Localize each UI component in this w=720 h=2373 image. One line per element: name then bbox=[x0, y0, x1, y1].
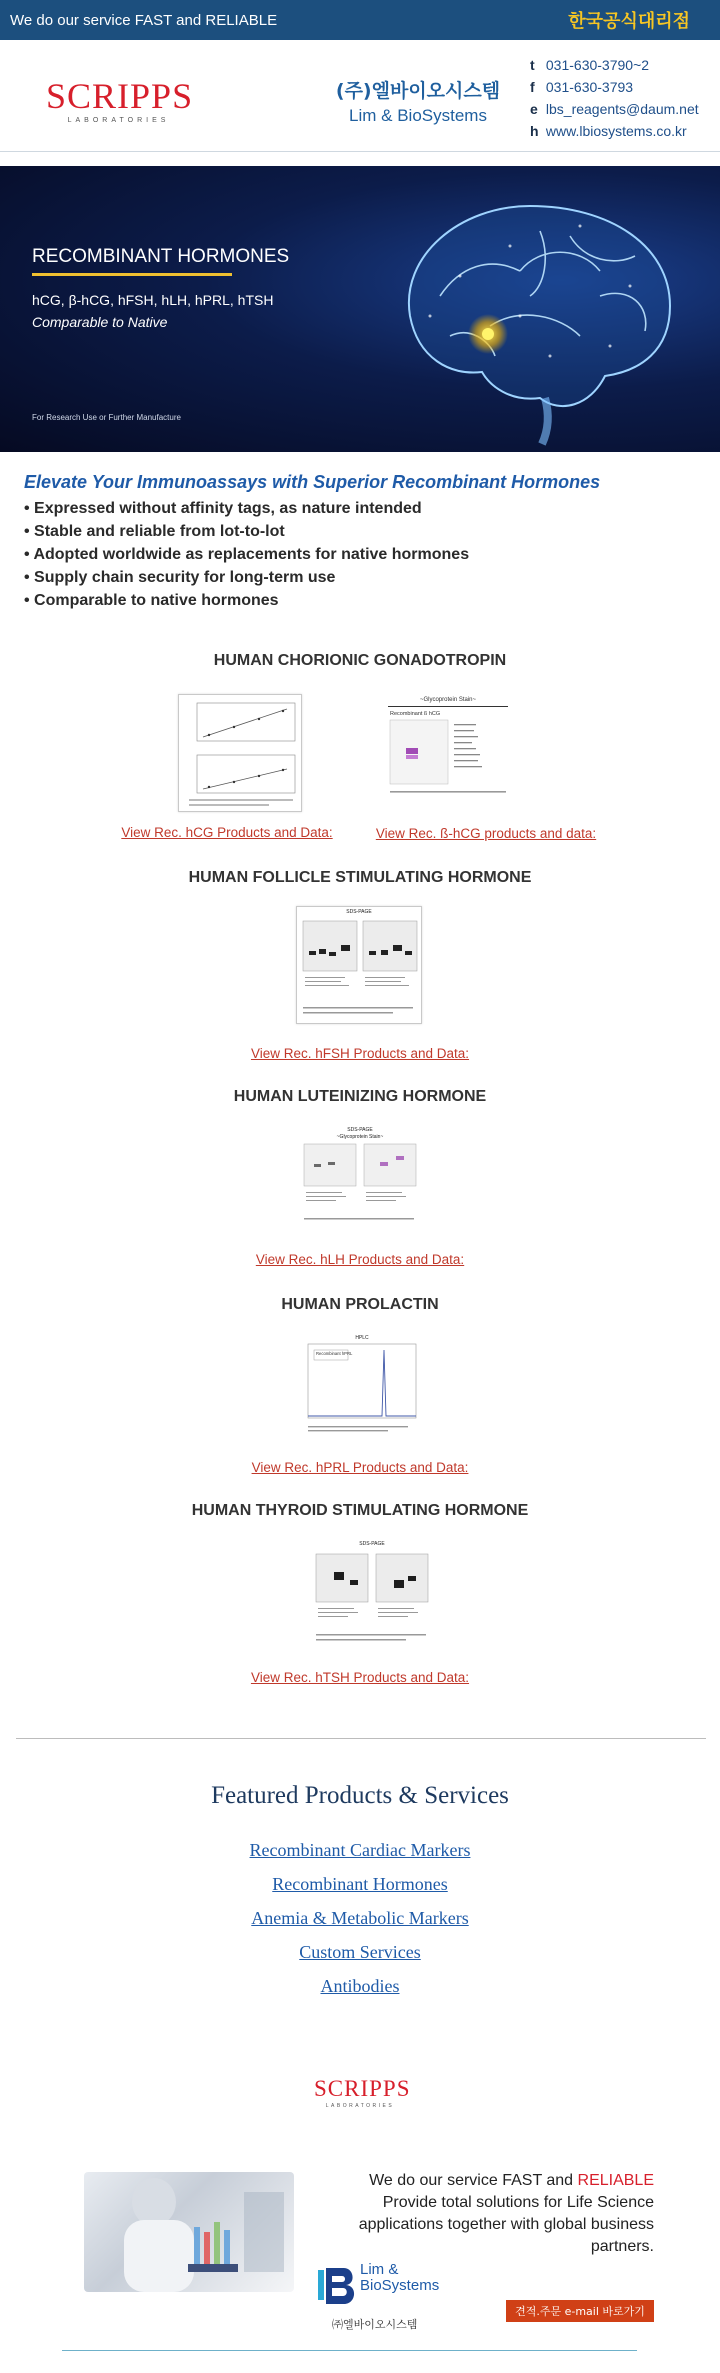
fax-number: 031-630-3793 bbox=[545, 79, 634, 95]
hcg-section-title: HUMAN CHORIONIC GONADOTROPIN bbox=[213, 652, 507, 669]
lh-sds-page-title: SDS-PAGE bbox=[347, 1127, 373, 1133]
banner-title-underline bbox=[32, 273, 232, 276]
prl-products-link[interactable]: View Rec. hPRL Products and Data: bbox=[251, 1460, 469, 1475]
brain-illustration bbox=[370, 176, 700, 446]
scripps-logo-sub: LABORATORIES bbox=[67, 117, 170, 124]
service-tagline: We do our service FAST and RELIABLE bbox=[10, 11, 278, 29]
fsh-sds-page-title: SDS-PAGE bbox=[346, 909, 372, 915]
featured-link-custom-services[interactable]: Custom Services bbox=[299, 1942, 421, 1962]
contact-email[interactable] bbox=[530, 98, 699, 120]
official-agency-label: 한국공식대리점 bbox=[568, 11, 690, 32]
contact-phone bbox=[530, 54, 699, 76]
featured-link-antibodies[interactable]: Antibodies bbox=[320, 1976, 400, 1996]
beta-hcg-data-figure[interactable] bbox=[384, 694, 512, 800]
footer-message-line2: Provide total solutions for Life Science applications together with global business partners. bbox=[358, 2194, 654, 2255]
intro-headline: Elevate Your Immunoassays with Superior Recombinant Hormones bbox=[24, 472, 601, 492]
tsh-sds-page-title: SDS-PAGE bbox=[359, 1541, 385, 1547]
fsh-gel-images bbox=[297, 907, 422, 1024]
intro-block bbox=[24, 472, 704, 612]
contact-prefix: e bbox=[530, 101, 538, 117]
company-name bbox=[318, 76, 518, 126]
footer-scripps-logo[interactable] bbox=[314, 2076, 411, 2109]
tsh-products-link[interactable]: View Rec. hTSH Products and Data: bbox=[250, 1670, 470, 1685]
feature-item: • Comparable to native hormones bbox=[24, 589, 704, 612]
recombinant-beta-hcg-label: Recombinant ß hCG bbox=[390, 711, 441, 717]
lh-gel-images bbox=[298, 1126, 422, 1230]
beta-hcg-gel bbox=[384, 694, 512, 800]
prl-legend-label: Recombinant hPRL bbox=[316, 1351, 353, 1356]
footer-logo-sub: LABORATORIES bbox=[325, 2103, 395, 2109]
hcg-data-figure[interactable] bbox=[178, 694, 302, 812]
prl-hplc-title: HPLC bbox=[355, 1335, 369, 1341]
feature-item: • Adopted worldwide as replacements for native hormones bbox=[24, 543, 704, 566]
lab-researcher-photo bbox=[84, 2172, 294, 2292]
fsh-products-link[interactable]: View Rec. hFSH Products and Data: bbox=[250, 1046, 470, 1061]
scripps-logo[interactable] bbox=[46, 76, 194, 124]
featured-link-recombinant-hormones[interactable]: Recombinant Hormones bbox=[272, 1874, 448, 1894]
glycoprotein-stain-title: ~Glycoprotein Stain~ bbox=[419, 697, 477, 703]
top-bar bbox=[0, 0, 720, 40]
prl-section-title: HUMAN PROLACTIN bbox=[281, 1296, 439, 1313]
beta-hcg-products-link[interactable]: View Rec. ß-hCG products and data: bbox=[375, 826, 597, 841]
contact-fax bbox=[530, 76, 699, 98]
order-email-button[interactable]: 견적.주문 e-mail 바로가기 bbox=[506, 2300, 654, 2322]
lim-biosystems-korean-name: ㈜엘바이오시스템 bbox=[332, 2318, 418, 2331]
featured-link-anemia-metabolic[interactable]: Anemia & Metabolic Markers bbox=[251, 1908, 469, 1928]
contact-list bbox=[530, 54, 699, 142]
feature-item: • Stable and reliable from lot-to-lot bbox=[24, 520, 704, 543]
phone-number: 031-630-3790~2 bbox=[545, 57, 650, 73]
featured-title: Featured Products & Services bbox=[211, 1782, 509, 1809]
prl-data-figure[interactable] bbox=[300, 1334, 424, 1438]
tsh-data-figure[interactable] bbox=[310, 1540, 434, 1648]
section-divider bbox=[16, 1738, 706, 1739]
prl-hplc-chromatogram bbox=[300, 1334, 424, 1438]
banner-comparable-note: Comparable to Native bbox=[32, 314, 168, 330]
lab-photo-illustration bbox=[84, 2172, 294, 2292]
lh-products-link[interactable]: View Rec. hLH Products and Data: bbox=[255, 1252, 465, 1267]
feature-list bbox=[24, 497, 704, 612]
email-address[interactable]: lbs_reagents@daum.net bbox=[545, 101, 699, 117]
lh-section-title: HUMAN LUTEINIZING HORMONE bbox=[233, 1088, 487, 1105]
contact-prefix: t bbox=[530, 57, 535, 73]
contact-prefix: h bbox=[530, 123, 539, 139]
footer-message bbox=[294, 2170, 654, 2258]
contact-prefix: f bbox=[530, 79, 535, 95]
footer-rule bbox=[62, 2350, 637, 2351]
tsh-section-title: HUMAN THYROID STIMULATING HORMONE bbox=[191, 1502, 529, 1519]
hero-banner bbox=[0, 166, 720, 452]
tsh-gel-images bbox=[310, 1540, 434, 1648]
feature-item: • Expressed without affinity tags, as nature intended bbox=[24, 497, 704, 520]
wordmark-line1: Lim & bbox=[360, 2261, 399, 2278]
lh-data-figure[interactable] bbox=[298, 1126, 422, 1230]
lim-biosystems-wordmark bbox=[360, 2262, 439, 2294]
footer-message-highlight: RELIABLE bbox=[577, 2172, 654, 2189]
header bbox=[0, 40, 720, 152]
company-name-ko: (주)엘바이오시스템 bbox=[335, 80, 501, 102]
footer-message-text: We do our service FAST and bbox=[369, 2172, 578, 2189]
scripps-logo-word: SCRIPPS bbox=[46, 76, 194, 116]
featured-link-cardiac-markers[interactable]: Recombinant Cardiac Markers bbox=[249, 1840, 471, 1860]
wordmark-line2: BioSystems bbox=[360, 2277, 440, 2294]
contact-homepage[interactable] bbox=[530, 120, 699, 142]
footer-logo-word: SCRIPPS bbox=[314, 2076, 411, 2101]
homepage-url[interactable]: www.lbiosystems.co.kr bbox=[545, 123, 687, 139]
footer-message-line1 bbox=[294, 2170, 654, 2192]
fsh-section-title: HUMAN FOLLICLE STIMULATING HORMONE bbox=[188, 869, 532, 886]
company-name-en: Lim & BioSystems bbox=[349, 106, 487, 125]
banner-ruo-note: For Research Use or Further Manufacture bbox=[32, 413, 181, 422]
fsh-data-figure[interactable] bbox=[296, 906, 422, 1024]
feature-item: • Supply chain security for long-term use bbox=[24, 566, 704, 589]
banner-hormone-list: hCG, β-hCG, hFSH, hLH, hPRL, hTSH bbox=[32, 292, 274, 308]
lh-glycoprotein-subtitle: ~Glycoprotein Stain~ bbox=[336, 1134, 384, 1140]
banner-title: RECOMBINANT HORMONES bbox=[32, 246, 290, 267]
hcg-linearity-plots bbox=[179, 695, 302, 812]
hcg-products-link[interactable]: View Rec. hCG Products and Data: bbox=[121, 825, 333, 840]
